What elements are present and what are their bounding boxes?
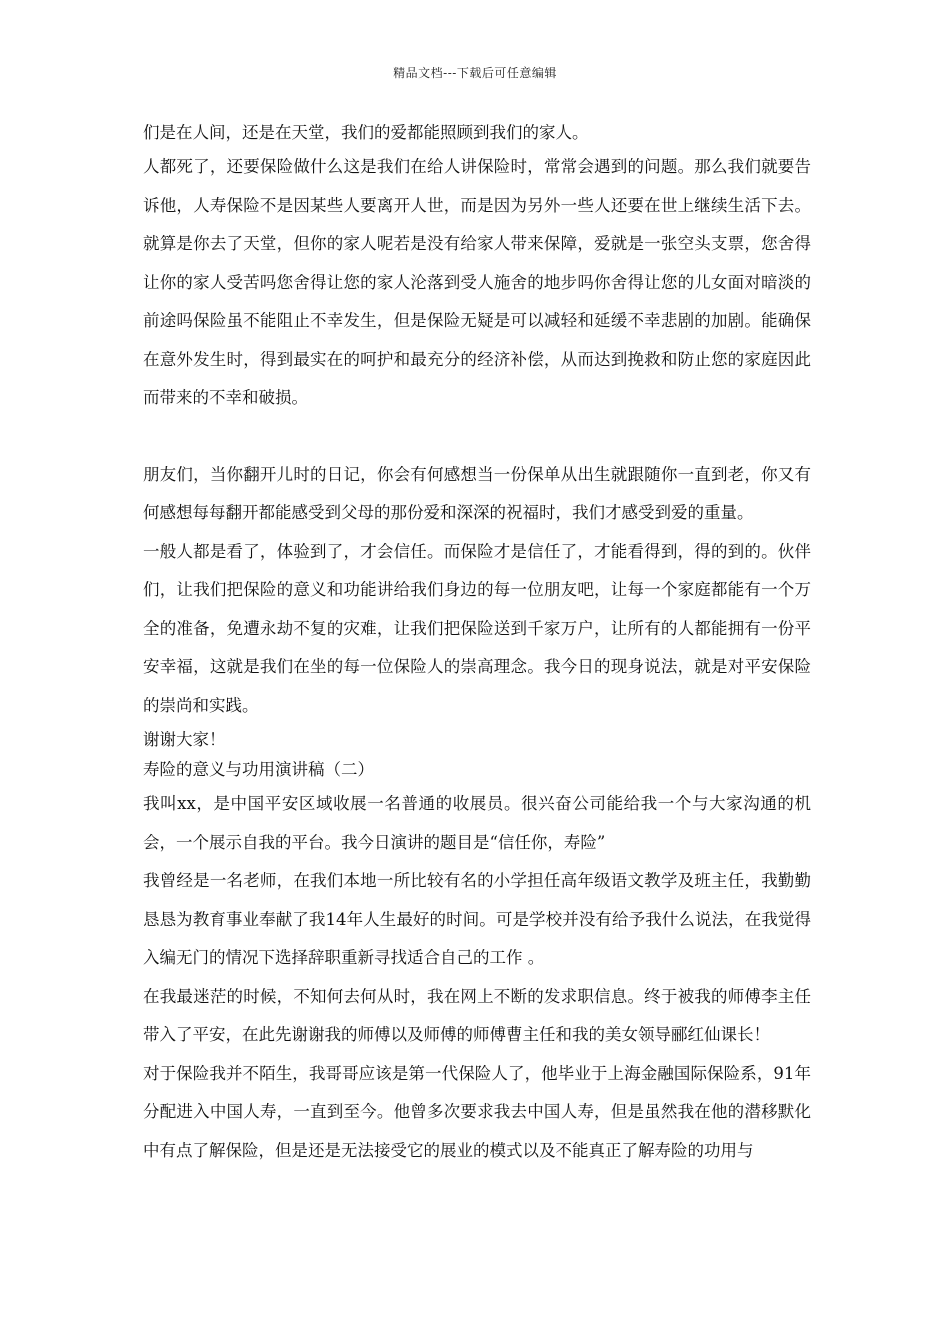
document-body (143, 118, 811, 1170)
paragraph-thanks: 谢谢大家！ (143, 730, 226, 749)
page-header: 精品文档---下载后可任意编辑 (393, 66, 557, 80)
paragraph-5: 我叫xx，是中国平安区域收展一名普通的收展员。很兴奋公司能给我一个与大家沟通的机会，一个展示自我的平台。我今日演讲的题目是“信任你，寿险” (143, 794, 811, 852)
blank-line (143, 418, 811, 456)
paragraph-6: 我曾经是一名老师，在我们本地一所比较有名的小学担任高年级语文教学及班主任，我勤勤恳恳为教育事业奉献了我14年人生最好的时间。可是学校并没有给予我什么说法，在我觉得入编无门的情况下选择辞职重新寻找适合自己的工作 。 (143, 871, 811, 967)
paragraph-4: 一般人都是看了，体验到了，才会信任。而保险才是信任了，才能看得到，得的到的。伙伴们，让我们把保险的意义和功能讲给我们身边的每一位朋友吧，让每一个家庭都能有一个万全的准备，免遭永劫不复的灾难，让我们把保险送到千家万户，让所有的人都能拥有一份平安幸福，这就是我们在坐的每一位保险人的崇高理念。我今日的现身说法，就是对平安保险的崇尚和实践。 (143, 541, 811, 715)
paragraph-7: 在我最迷茫的时候，不知何去何从时，我在网上不断的发求职信息。终于被我的师傅李主任带入了平安，在此先谢谢我的师傅以及师傅的师傅曹主任和我的美女领导郦红仙课长！ (143, 986, 811, 1044)
section-title: 寿险的意义与功用演讲稿（二） (143, 760, 374, 779)
paragraph-2: 人都死了，还要保险做什么这是我们在给人讲保险时，常常会遇到的问题。那么我们就要告诉他，人寿保险不是因某些人要离开人世，而是因为另外一些人还要在世上继续生活下去。就算是你去了天堂，但你的家人呢若是没有给家人带来保障，爱就是一张空头支票，您舍得让你的家人受苦吗您舍得让您的家人沦落到受人施舍的地步吗你舍得让您的儿女面对暗淡的前途吗保险虽不能阻止不幸发生，但是保险无疑是可以减轻和延缓不幸悲剧的加剧。能确保在意外发生时，得到最实在的呵护和最充分的经济补偿，从而达到挽救和防止您的家庭因此而带来的不幸和破损。 (143, 157, 811, 407)
paragraph-1: 们是在人间，还是在天堂，我们的爱都能照顾到我们的家人。 (143, 123, 589, 142)
paragraph-3: 朋友们，当你翻开儿时的日记，你会有何感想当一份保单从出生就跟随你一直到老，你又有何感想每每翻开都能感受到父母的那份爱和深深的祝福时，我们才感受到爱的重量。 (143, 464, 811, 522)
paragraph-8: 对于保险我并不陌生，我哥哥应该是第一代保险人了，他毕业于上海金融国际保险系，91年分配进入中国人寿，一直到至今。他曾多次要求我去中国人寿，但是虽然我在他的潜移默化中有点了解保险，但是还是无法接受它的展业的模式以及不能真正了解寿险的功用与 (143, 1063, 811, 1160)
